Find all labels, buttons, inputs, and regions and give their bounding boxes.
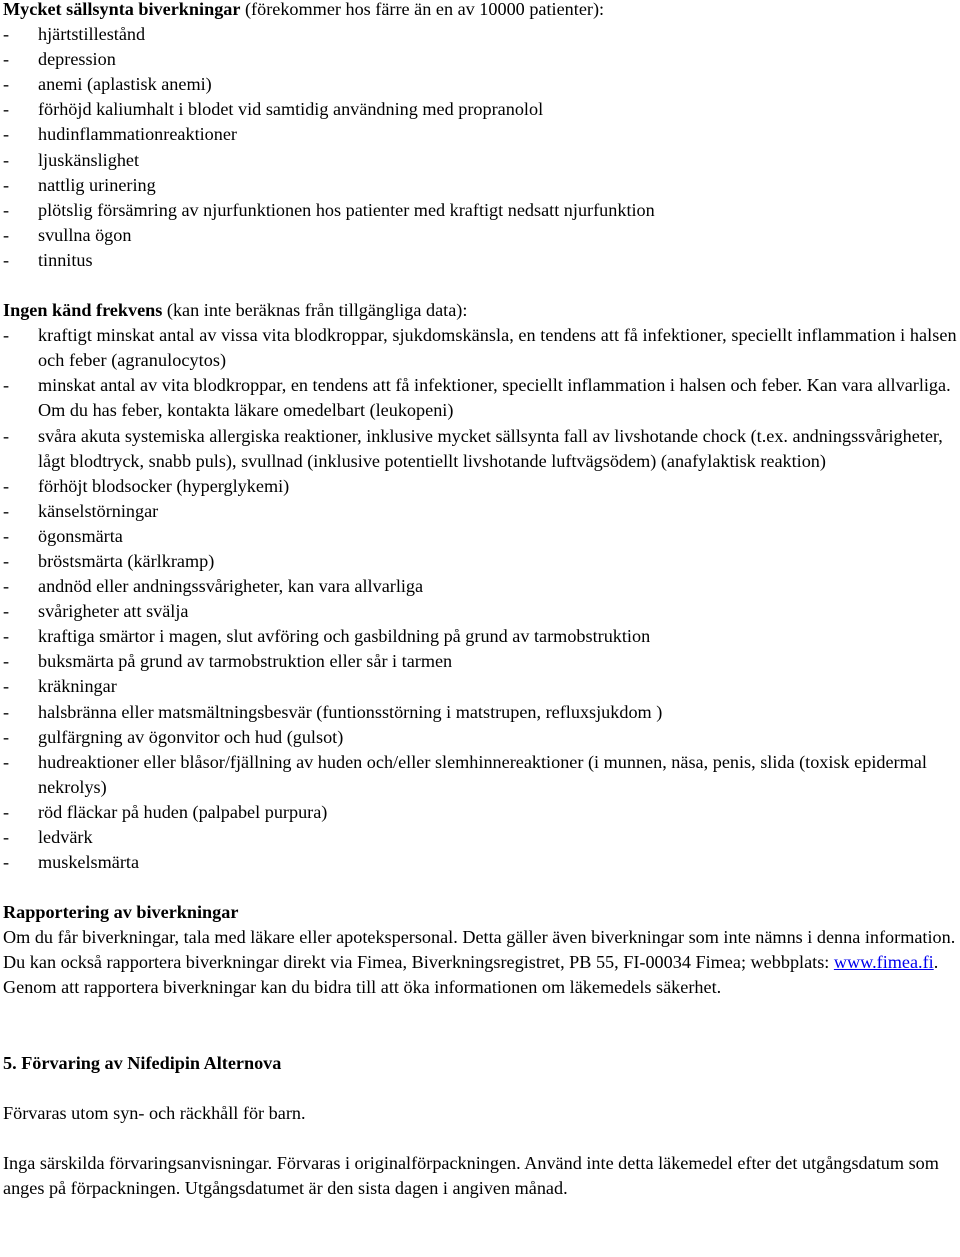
storage-heading: 5. Förvaring av Nifedipin Alternova — [3, 1052, 282, 1073]
spacer — [3, 1126, 958, 1151]
list-item — [3, 47, 958, 72]
dash-bullet: - — [3, 24, 10, 45]
list-item-text: hudreaktioner eller blåsor/fjällning av huden och/eller slemhinnereaktioner (i munnen, näsa, penis, slida (toxisk epidermal nekrolys) — [38, 751, 927, 797]
list-item — [3, 800, 958, 825]
list-item-text: svårigheter att svälja — [38, 601, 189, 622]
dash-bullet: - — [3, 325, 10, 346]
reporting-text-before-link: Om du får biverkningar, tala med läkare eller apotekspersonal. Detta gäller även biverkningar som inte nämns i denna information. Du kan också rapportera biverkningar direkt via Fimea, Biverkningsregistret, PB 55, FI-00034 Fimea; webbplats: — [3, 927, 956, 973]
fimea-link[interactable]: www.fimea.fi — [833, 952, 934, 973]
list-item-text: förhöjd kaliumhalt i blodet vid samtidig användning med propranolol — [38, 99, 544, 120]
spacer — [3, 1076, 958, 1101]
list-item — [3, 373, 958, 423]
storage-paragraph-2: Inga särskilda förvaringsanvisningar. Förvaras i originalförpackningen. Använd inte detta läkemedel efter det utgångsdatum som anges på förpackningen. Utgångsdatumet är den sista dagen i angiven månad. — [3, 1152, 939, 1198]
list-item — [3, 474, 958, 499]
list-item — [3, 323, 958, 373]
list-item-text: kraftigt minskat antal av vissa vita blodkroppar, sjukdomskänsla, en tendens att få infektioner, speciellt inflammation i halsen och feber (agranulocytos) — [38, 325, 957, 371]
dash-bullet: - — [3, 827, 10, 847]
dash-bullet: - — [3, 500, 10, 521]
dash-bullet: - — [3, 74, 10, 95]
list-item-text: buksmärta på grund av tarmobstruktion eller sår i tarmen — [38, 651, 453, 672]
dash-bullet: - — [3, 425, 10, 446]
list-item-text: minskat antal av vita blodkroppar, en tendens att få infektioner, speciellt inflammation i halsen och feber. Kan vara allvarliga. Om du has feber, kontakta läkare omedelbart (leukopeni) — [38, 375, 951, 421]
list-item-text: hudinflammationreaktioner — [38, 124, 237, 145]
unknown-heading-rest: (kan inte beräknas från tillgängliga data): — [162, 300, 468, 321]
list-item-text: muskelsmärta — [38, 852, 140, 873]
list-item — [3, 700, 958, 725]
unknown-frequency-section — [3, 298, 958, 875]
list-item — [3, 725, 958, 750]
storage-section — [3, 1051, 958, 1201]
list-item — [3, 850, 958, 875]
dash-bullet: - — [3, 174, 10, 195]
list-item-text: tinnitus — [38, 249, 93, 270]
dash-bullet: - — [3, 601, 10, 622]
list-item-text: kräkningar — [38, 676, 117, 697]
dash-bullet: - — [3, 475, 10, 496]
dash-bullet: - — [3, 651, 10, 672]
list-item-text: nattlig urinering — [38, 174, 156, 195]
list-item-text: kraftiga smärtor i magen, slut avföring och gasbildning på grund av tarmobstruktion — [38, 626, 651, 647]
dash-bullet: - — [3, 801, 10, 822]
list-item-text: röd fläckar på huden (palpabel purpura) — [38, 801, 328, 822]
list-item-text: depression — [38, 49, 116, 70]
list-item — [3, 223, 958, 248]
very-rare-section — [3, 0, 958, 273]
dash-bullet: - — [3, 124, 10, 145]
list-item-text: halsbränna eller matsmältningsbesvär (funtionsstörning i matstrupen, refluxsjukdom ) — [38, 701, 663, 722]
list-item — [3, 599, 958, 624]
dash-bullet: - — [3, 249, 10, 270]
storage-paragraph-1: Förvaras utom syn- och räckhåll för barn. — [3, 1102, 306, 1123]
list-item — [3, 524, 958, 549]
list-item — [3, 674, 958, 699]
list-item — [3, 148, 958, 173]
dash-bullet: - — [3, 49, 10, 70]
list-item — [3, 549, 958, 574]
list-item — [3, 424, 958, 474]
unknown-heading-bold: Ingen känd frekvens — [3, 300, 163, 321]
reporting-section — [3, 900, 958, 1000]
dash-bullet: - — [3, 701, 10, 722]
list-item — [3, 649, 958, 674]
dash-bullet: - — [3, 525, 10, 546]
list-item-text: förhöjt blodsocker (hyperglykemi) — [38, 475, 290, 496]
dash-bullet: - — [3, 550, 10, 571]
list-item-text: gulfärgning av ögonvitor och hud (gulsot) — [38, 726, 344, 747]
list-item-text: bröstsmärta (kärlkramp) — [38, 550, 215, 571]
very-rare-list — [3, 22, 958, 273]
dash-bullet: - — [3, 852, 10, 873]
list-item — [3, 173, 958, 198]
list-item — [3, 750, 958, 800]
list-item-text: plötslig försämring av njurfunktionen hos patienter med kraftigt nedsatt njurfunktion — [38, 199, 655, 220]
reporting-text-after-link: . Genom att rapportera biverkningar kan du bidra till att öka informationen om läkemedels säkerhet. — [3, 952, 939, 998]
dash-bullet: - — [3, 224, 10, 245]
very-rare-heading-rest: (förekommer hos färre än en av 10000 patienter): — [240, 0, 605, 19]
reporting-heading: Rapportering av biverkningar — [3, 902, 239, 923]
list-item-text: andnöd eller andningssvårigheter, kan vara allvarliga — [38, 576, 424, 597]
spacer — [3, 875, 958, 900]
list-item — [3, 624, 958, 649]
unknown-heading — [3, 298, 958, 323]
dash-bullet: - — [3, 199, 10, 220]
list-item — [3, 122, 958, 147]
list-item-text: ledvärk — [38, 827, 93, 847]
dash-bullet: - — [3, 676, 10, 697]
very-rare-heading — [3, 0, 958, 22]
dash-bullet: - — [3, 726, 10, 747]
very-rare-heading-bold: Mycket sällsynta biverkningar — [3, 0, 241, 19]
reporting-paragraph — [3, 925, 958, 1000]
unknown-frequency-list — [3, 323, 958, 875]
spacer — [3, 1001, 958, 1051]
dash-bullet: - — [3, 626, 10, 647]
list-item — [3, 825, 958, 850]
dash-bullet: - — [3, 751, 10, 772]
list-item-text: svullna ögon — [38, 224, 132, 245]
list-item — [3, 499, 958, 524]
list-item — [3, 97, 958, 122]
list-item — [3, 72, 958, 97]
list-item-text: svåra akuta systemiska allergiska reaktioner, inklusive mycket sällsynta fall av livshotande chock (t.ex. andningssvårigheter, lågt blodtryck, snabb puls), svullnad (inklusive potentiellt livshotande luftvägsödem) (anafylaktisk reaktion) — [38, 425, 943, 471]
list-item — [3, 248, 958, 273]
dash-bullet: - — [3, 576, 10, 597]
dash-bullet: - — [3, 99, 10, 120]
list-item-text: ljuskänslighet — [38, 149, 140, 170]
dash-bullet: - — [3, 375, 10, 396]
dash-bullet: - — [3, 149, 10, 170]
list-item — [3, 574, 958, 599]
spacer — [3, 273, 958, 298]
list-item-text: ögonsmärta — [38, 525, 123, 546]
list-item — [3, 198, 958, 223]
list-item — [3, 22, 958, 47]
list-item-text: hjärtstillestånd — [38, 24, 146, 45]
document-page — [3, 0, 958, 1201]
list-item-text: känselstörningar — [38, 500, 159, 521]
list-item-text: anemi (aplastisk anemi) — [38, 74, 212, 95]
